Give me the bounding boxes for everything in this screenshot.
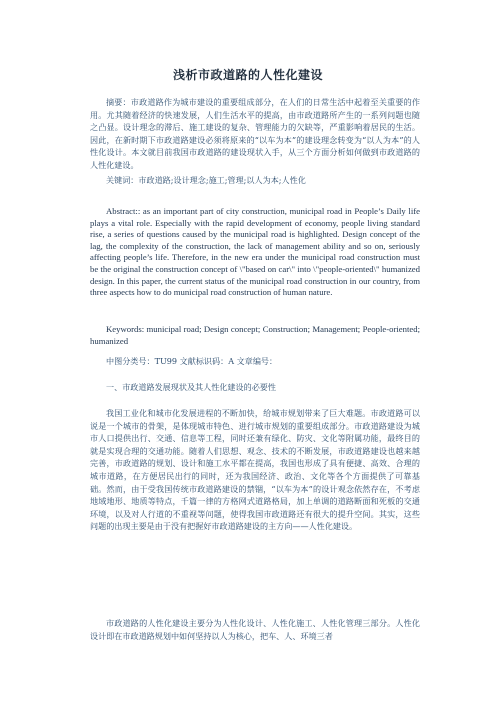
abstract-chinese: 摘要：市政道路作为城市建设的重要组成部分，在人们的日常生活中起着至关重要的作用。尤其随着经济的快速发展，人们生活水平的提高，由市政道路所产生的一系列问题也随之凸显。设计理念的滞后、施工建设的复杂、管理能力的欠缺等，严重影响着居民的生活。因此，在新时期下市政道路建设必须将原来的“以车为本”的建设理念转变为“以人为本”的人性化设计。本文就目前我国市政道路的建设现状入手，从三个方面分析如何做到市政道路的人性化建设。 — [90, 97, 420, 170]
classification-line: 中图分类号：TU99 文献标识码：A 文章编号： — [106, 356, 278, 366]
keywords-english: Keywords: municipal road; Design concept; Construction; Management; People-oriented; humanized — [90, 324, 420, 346]
abstract-english: Abstract:: as an important part of city construction, municipal road in People’s Daily life plays a vital role. Especially with the rapid development of economy, people living standard rise, a series of questions caused by the municipal road is highlighted. Design concept of the lag, the complexity of the construction, the lack of management ability and so on, seriously affecting people’s life. Therefore, in the new era under the municipal road construction must be the original the construction concept of \"based on car\" into \"people-oriented\" humanized design. In this paper, the current status of the municipal road construction in our country, from three aspects how to do municipal road construction of human nature. — [90, 206, 420, 298]
keywords-chinese: 关键词：市政道路;设计理念;施工;管理;以人为本;人性化 — [106, 175, 306, 185]
body-paragraph-2: 市政道路的人性化建设主要分为人性化设计、人性化施工、人性化管理三部分。人性化设计即在市政道路规划中如何坚持以人为核心，把车、人、环境三者 — [90, 618, 420, 641]
body-paragraph-1: 我国工业化和城市化发展进程的不断加快，给城市规划带来了巨大难题。市政道路可以说是一个城市的骨架，是体现城市特色、进行城市规划的重要组成部分。市政道路建设为城市人口提供出行、交通、信息等工程，同时还兼有绿化、防灾、文化等附属功能，最终目的就是实现合理的交通功能。随着人们思想、观念、技术的不断发展，市政道路建设也越来越完善，市政道路的规划、设计和施工水平都在提高，我国也形成了具有便捷、高效、合理的城市道路，在方便居民出行的同时，还为我国经济、政治、文化等各个方面提供了可靠基础。然而，由于受我国传统市政道路建设的禁锢，“以车为本”的设计观念依然存在，不考虑地域地形、地质等特点，千篇一律的方格网式道路格局，加上单调的道路断面和死板的交通环境，以及对人行道的不重视等问题，使得我国市政道路还有很大的提升空间。其实，这些问题的出现主要是由于没有把握好市政道路建设的主方向——人性化建设。 — [90, 408, 420, 532]
section-heading: 一、市政道路发展现状及其人性化建设的必要性 — [106, 382, 276, 392]
document-title: 浅析市政道路的人性化建设 — [172, 68, 323, 82]
